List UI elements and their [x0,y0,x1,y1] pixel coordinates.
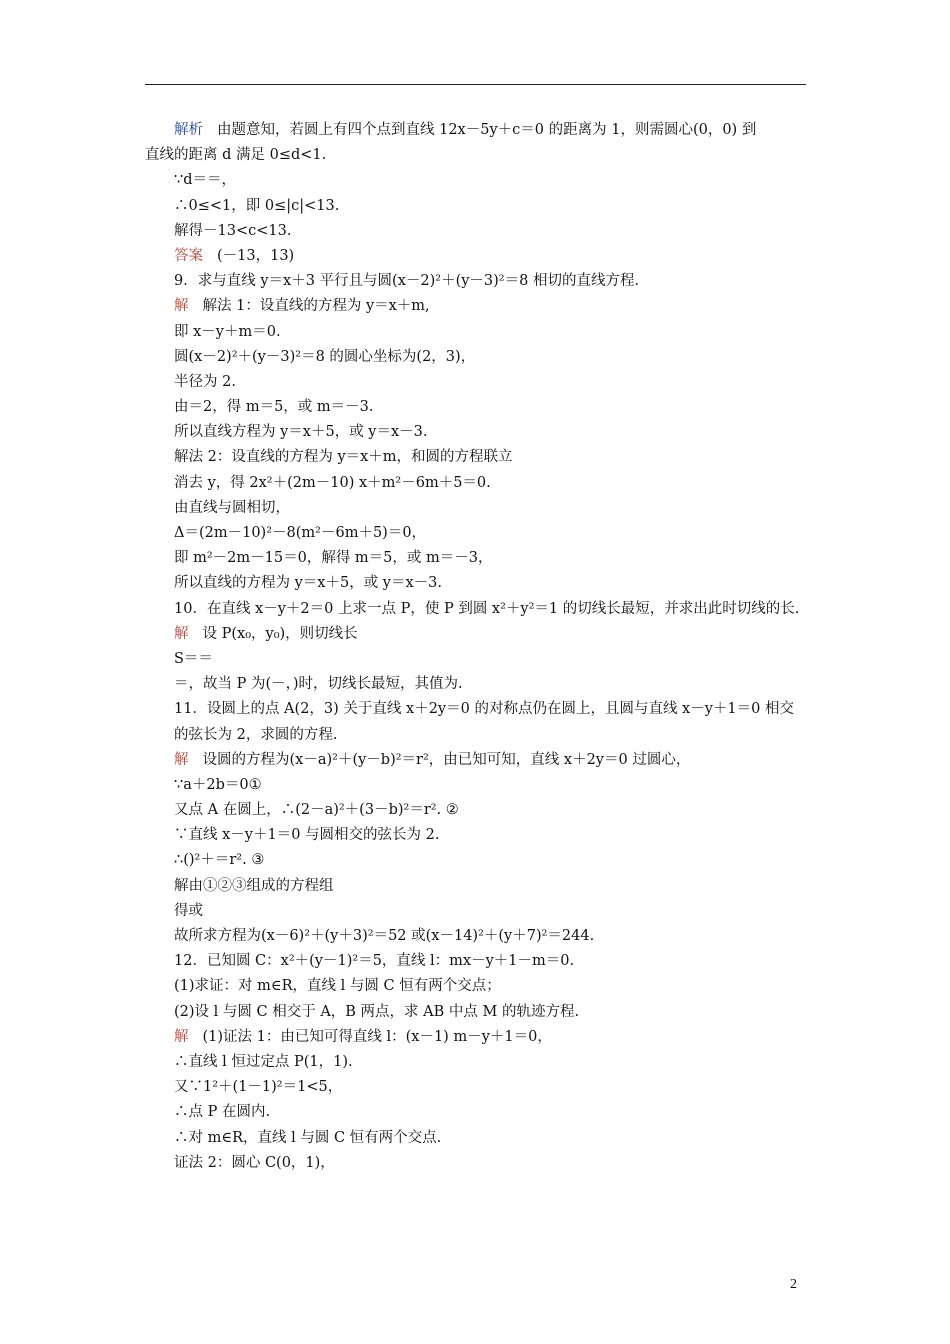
solution-11-line-4: ∵直线 x－y＋1＝0 与圆相交的弦长为 2. [174,827,440,844]
text: (1)证法 1：由已知可得直线 l：(x－1) m－y＋1＝0， [202,1028,552,1045]
page-number: 2 [790,1277,797,1292]
solution-12-line-1 [145,1025,806,1050]
solution-10-line-1 [145,622,806,647]
header-rule [145,84,806,85]
text: 设圆的方程为(x－a)²＋(y－b)²＝r²，由已知可知，直线 x＋2y＝0 过圆心， [202,751,691,768]
daan-label: 答案 [174,247,203,264]
question-10: 10．在直线 x－y＋2＝0 上求一点 P，使 P 到圆 x²＋y²＝1 的切线长最短，并求出此时切线的长. [174,600,800,617]
solution-9-line-10: Δ＝(2m－10)²－8(m²－6m＋5)＝0， [174,525,427,541]
document-body [145,118,806,1176]
text: 解法 1：设直线的方程为 y＝x＋m, [202,298,430,315]
solution-12-line-2: ∴直线 l 恒过定点 P(1，1). [174,1053,353,1070]
solution-8-line-1 [145,118,806,143]
solution-11-line-1 [145,748,806,773]
solution-10-line-2: S＝＝ [174,650,213,667]
question-9: 9．求与直线 y＝x＋3 平行且与圆(x－2)²＋(y－3)²＝8 相切的直线方程. [174,273,640,290]
jie-label: 解 [174,298,189,315]
solution-11-line-6: 解由①②③组成的方程组 [174,877,334,894]
solution-9-line-6: 所以直线方程为 y＝x＋5，或 y＝x－3. [174,424,428,441]
solution-11-line-7: 得或 [174,902,203,919]
solution-12-line-3: 又∵1²＋(1－1)²＝1<5， [174,1079,343,1096]
solution-9-line-5: 由＝2，得 m＝5，或 m＝－3. [174,399,374,416]
solution-8-line-2: 直线的距离 d 满足 0≤d<1. [145,147,327,164]
answer-8 [145,244,806,269]
jiexi-label: 解析 [174,122,203,138]
solution-9-line-12: 所以直线的方程为 y＝x＋5，或 y＝x－3. [174,575,443,592]
jie-label: 解 [174,625,189,642]
solution-9-line-1 [145,294,806,319]
solution-9-line-8: 消去 y，得 2x²＋(2m－10) x＋m²－6m＋5＝0. [174,474,491,491]
solution-10-line-3: ＝，故当 P 为(－，)时，切线长最短，其值为. [174,676,463,693]
text: 由题意知，若圆上有四个点到直线 12x－5y＋c＝0 的距离为 1，则需圆心(0，0) 到 [217,122,757,138]
solution-9-line-3: 圆(x－2)²＋(y－3)²＝8 的圆心坐标为(2，3)， [174,348,476,365]
solution-9-line-11: 即 m²－2m－15＝0，解得 m＝5，或 m＝－3， [174,550,493,567]
solution-9-line-4: 半径为 2. [174,373,236,390]
question-12: 12．已知圆 C：x²＋(y－1)²＝5，直线 l：mx－y＋1－m＝0. [174,953,575,970]
solution-8-line-5: 解得－13<c<13. [174,222,292,239]
solution-11-line-8: 故所求方程为(x－6)²＋(y＋3)²＝52 或(x－14)²＋(y＋7)²＝244. [174,928,595,945]
solution-11-line-2: ∵a＋2b＝0① [174,776,262,793]
question-12-part-2: (2)设 l 与圆 C 相交于 A，B 两点，求 AB 中点 M 的轨迹方程. [174,1003,580,1020]
solution-9-line-9: 由直线与圆相切， [174,499,290,516]
solution-12-line-4: ∴点 P 在圆内. [174,1104,271,1121]
solution-9-line-2: 即 x－y＋m＝0. [174,323,281,340]
question-12-part-1: (1)求证：对 m∈R，直线 l 与圆 C 恒有两个交点； [174,978,501,995]
solution-11-line-5: ∴()²＋＝r². ③ [174,852,265,869]
solution-8-line-4: ∴0≤<1，即 0≤|c|<13. [174,197,340,214]
solution-8-line-3: ∵d＝＝， [174,172,237,189]
answer-text: (－13，13) [217,247,295,264]
jie-label: 解 [174,1028,189,1045]
question-11: 11．设圆上的点 A(2，3) 关于直线 x＋2y＝0 的对称点仍在圆上，且圆与直线 x－y＋1＝0 相交的弦长为 2，求圆的方程. [174,701,794,743]
solution-12-line-6: 证法 2：圆心 C(0，1)， [174,1154,335,1171]
text: 设 P(x₀，y₀)，则切线长 [202,625,358,642]
solution-9-line-7: 解法 2：设直线的方程为 y＝x＋m，和圆的方程联立 [174,449,513,466]
solution-11-line-3: 又点 A 在圆上，∴(2－a)²＋(3－b)²＝r². ② [174,802,459,819]
solution-12-line-5: ∴对 m∈R，直线 l 与圆 C 恒有两个交点. [174,1129,442,1146]
jie-label: 解 [174,751,189,768]
